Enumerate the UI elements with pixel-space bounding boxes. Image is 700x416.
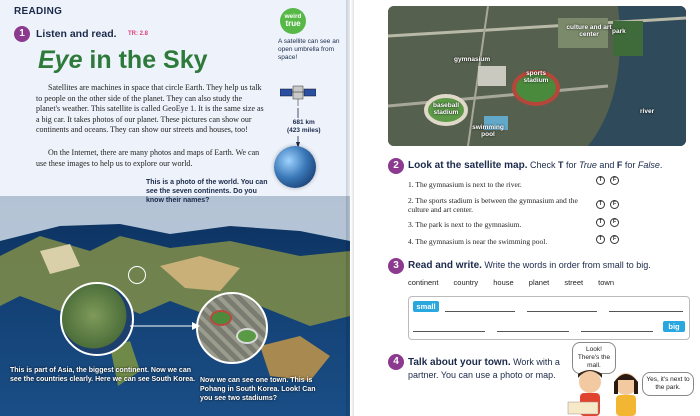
- ex2-text-and: and: [596, 160, 617, 170]
- badge-weird: weird: [284, 13, 302, 20]
- town-zoom-circle: [196, 292, 268, 364]
- zoom-marker-korea: [128, 266, 146, 284]
- label-park: park: [612, 28, 626, 35]
- label-swimming-pool: swimming pool: [472, 124, 504, 138]
- weird-true-badge: [280, 8, 306, 34]
- exercise-4-heading: Talk about your town.: [408, 357, 511, 368]
- paragraph-2: On the Internet, there are many photos and maps of Earth. We can use these images to help us to explore our world.: [36, 148, 260, 168]
- satellite-map-photo: [388, 6, 686, 146]
- item-1-true-option[interactable]: T: [596, 176, 605, 185]
- ex2-text-t: T: [558, 160, 564, 170]
- town-caption: Now we can see one town. This is Pohang in South Korea. Look! Can you see two stadiums?: [200, 377, 316, 402]
- word-country: country: [453, 278, 479, 287]
- exercise-1-heading: Listen and read.: [36, 28, 117, 40]
- page-gutter: [346, 0, 354, 416]
- exercise-4-instruction: [408, 356, 564, 381]
- ex2-item-4: 4. The gymnasium is near the swimming pool.: [408, 237, 548, 246]
- label-sports-stadium: sports stadium: [523, 70, 549, 84]
- title-eye: Eye: [38, 46, 83, 74]
- word-house: house: [493, 278, 514, 287]
- word-bank: [408, 278, 627, 287]
- exercise-4-number: 4: [388, 354, 404, 370]
- ex2-item-1: 1. The gymnasium is next to the river.: [408, 180, 522, 189]
- zoom-arrow-icon: [130, 320, 200, 332]
- exercise-3-heading: Read and write.: [408, 260, 482, 271]
- answer-line-2[interactable]: [527, 311, 597, 312]
- label-culture-art-center: culture and art center: [566, 24, 612, 38]
- word-town: town: [598, 278, 615, 287]
- item-4-true-option[interactable]: T: [596, 235, 605, 244]
- section-label: READING: [14, 6, 63, 17]
- right-page: [350, 0, 700, 416]
- end-word-big: big: [663, 321, 685, 332]
- answer-line-3[interactable]: [609, 311, 683, 312]
- earth-globe-image: [274, 146, 316, 188]
- ex2-item-2: 2. The sports stadium is between the gymnasium and the culture and art center.: [408, 196, 578, 214]
- exercise-3-instruction: [408, 260, 651, 271]
- ex2-text-for-2: for: [622, 160, 638, 170]
- speech-bubble-2: Yes, it's next to the park.: [642, 372, 694, 396]
- asia-caption: This is part of Asia, the biggest continent. Now we can see the countries clearly. Here we can see South Korea.: [10, 367, 196, 383]
- asia-zoom-circle: [60, 282, 134, 356]
- ex2-text-period: .: [659, 160, 663, 170]
- word-street: street: [564, 278, 584, 287]
- title-rest: in the Sky: [82, 46, 208, 74]
- speech-bubble-1: Look! There's the mall.: [572, 342, 616, 374]
- word-continent: continent: [408, 278, 439, 287]
- children-illustration: [560, 364, 652, 416]
- word-planet: planet: [528, 278, 550, 287]
- item-2-false-option[interactable]: F: [610, 200, 619, 209]
- label-baseball-stadium: baseball stadium: [432, 102, 459, 116]
- ex2-text-true: True: [579, 160, 597, 170]
- ex2-text-for: for: [563, 160, 580, 170]
- item-1-false-option[interactable]: F: [610, 176, 619, 185]
- answer-line-1[interactable]: [445, 311, 515, 312]
- item-3-true-option[interactable]: T: [596, 218, 605, 227]
- label-gymnasium: gymnasium: [454, 56, 491, 63]
- exercise-1-number: 1: [14, 26, 30, 42]
- distance-km: 681 km: [292, 119, 315, 126]
- answer-box: [408, 296, 690, 340]
- exercise-2-number: 2: [388, 158, 404, 174]
- answer-line-4[interactable]: [413, 331, 485, 332]
- satellite-icon: [280, 78, 316, 108]
- item-2-true-option[interactable]: T: [596, 200, 605, 209]
- item-4-false-option[interactable]: F: [610, 235, 619, 244]
- paragraph-1: Satellites are machines in space that circle Earth. They help us talk to people on the other side of the planet. They can also study the planet's weather. This satellite is called GeoEye 1. It is the same size as a big car. It takes photos of our planet. These pictures can show our continents and oceans. They can show our streets and houses, too!: [36, 83, 264, 134]
- ex2-text-f: F: [616, 160, 623, 170]
- exercise-2-instruction: [408, 160, 662, 171]
- answer-line-6[interactable]: [581, 331, 653, 332]
- ex3-text: Write the words in order from small to big.: [481, 260, 651, 270]
- satellite-caption: A satellite can see an open umbrella from space!: [278, 38, 340, 61]
- label-river: river: [640, 108, 655, 115]
- exercise-3-number: 3: [388, 258, 404, 274]
- ex2-text-check: Check: [527, 160, 558, 170]
- distance-miles: (423 miles): [287, 127, 321, 134]
- answer-line-5[interactable]: [497, 331, 569, 332]
- article-title: [38, 46, 208, 75]
- audio-track[interactable]: TR: 2.8: [128, 31, 149, 37]
- ex2-text-false: False: [637, 160, 660, 170]
- distance-label: [286, 118, 322, 136]
- badge-true: true: [285, 19, 301, 28]
- ex4-text: Work with a partner. You can use a photo or map.: [408, 357, 560, 380]
- item-3-false-option[interactable]: F: [610, 218, 619, 227]
- exercise-2-heading: Look at the satellite map.: [408, 160, 528, 171]
- world-photo-caption: This is a photo of the world. You can see the seven continents. Do you know their names?: [146, 179, 268, 204]
- ex2-item-3: 3. The park is next to the gymnasium.: [408, 220, 522, 229]
- start-word-small: small: [413, 301, 439, 312]
